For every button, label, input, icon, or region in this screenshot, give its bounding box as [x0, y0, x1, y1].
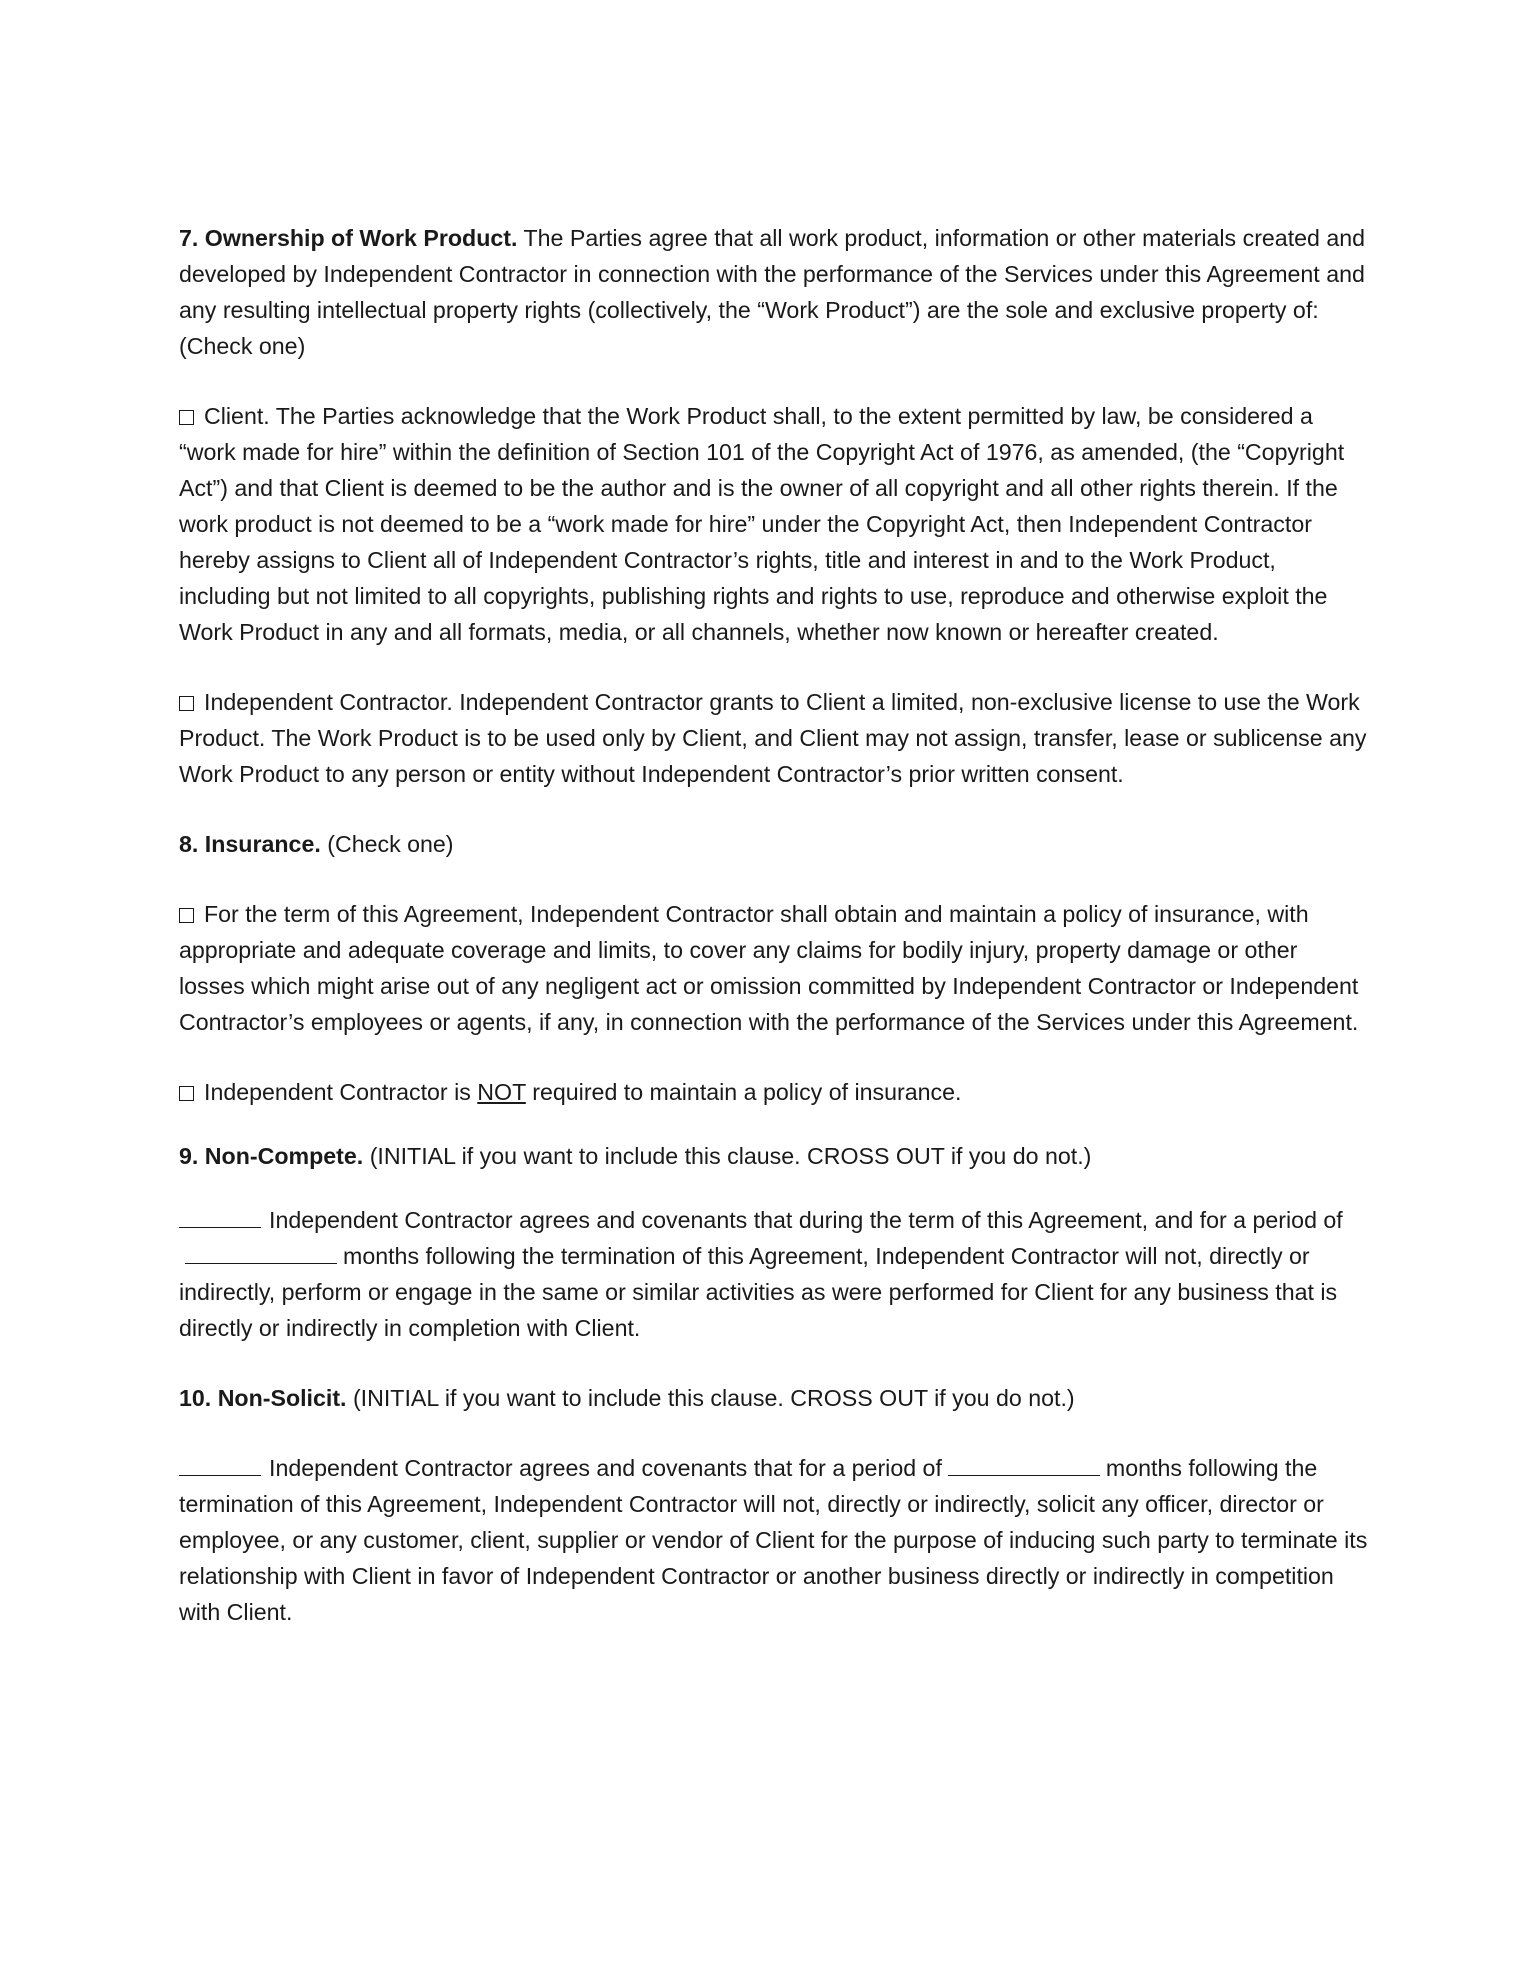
- section-10-clause-text-b: months following the termination of this Agreement, Independent Contractor will not, directly or indirectly, solicit any officer, director or employee, or any customer, client, supplier or vendor of Client for the purpose of inducing such party to terminate its relationship with Client in favor of Independent Contractor or another business directly or indirectly in competition with Client.: [179, 1455, 1368, 1625]
- document-page: [179, 220, 1369, 1664]
- section-7-option-contractor-text: Independent Contractor. Independent Contractor grants to Client a limited, non-exclusive license to use the Work Product. The Work Product is to be used only by Client, and Client may not assign, transfer, lease or sublicense any Work Product to any person or entity without Independent Contractor’s prior written consent.: [179, 689, 1367, 787]
- non-solicit-months-field[interactable]: [948, 1455, 1100, 1476]
- section-7-option-client: [179, 398, 1369, 650]
- section-8-option-maintain: [179, 896, 1369, 1040]
- section-7-title: Ownership of Work Product.: [204, 225, 518, 251]
- section-10-clause: [179, 1450, 1369, 1630]
- section-8-title: Insurance.: [204, 831, 321, 857]
- section-7-heading: [179, 225, 517, 251]
- section-9-number: 9.: [179, 1143, 199, 1169]
- section-10-intro-text: (INITIAL if you want to include this clause. CROSS OUT if you do not.): [352, 1385, 1075, 1411]
- section-7-option-contractor: [179, 684, 1369, 792]
- insurance-maintain-checkbox[interactable]: [179, 908, 194, 923]
- section-8-option-not-emphasis: NOT: [477, 1079, 526, 1105]
- section-8-option-not-required: [179, 1074, 1369, 1110]
- section-8-option-not-post: required to maintain a policy of insurance.: [532, 1079, 962, 1105]
- section-10-intro: [179, 1380, 1369, 1416]
- section-8-heading: [179, 831, 321, 857]
- non-solicit-initial-field[interactable]: [179, 1455, 261, 1476]
- non-compete-initial-field[interactable]: [179, 1207, 261, 1228]
- section-9-clause-text-a: Independent Contractor agrees and covenants that during the term of this Agreement, and for a period of: [269, 1207, 1343, 1233]
- section-8-intro: [179, 826, 1369, 862]
- section-9-heading: [179, 1143, 363, 1169]
- section-9-intro-text: (INITIAL if you want to include this clause. CROSS OUT if you do not.): [369, 1143, 1092, 1169]
- section-10-title: Non-Solicit.: [217, 1385, 347, 1411]
- section-7-intro: [179, 220, 1369, 364]
- section-7-intro-text: The Parties agree that all work product, information or other materials created and developed by Independent Contractor in connection with the performance of the Services under this Agreement and any resulting intellectual property rights (collectively, the “Work Product”) are the sole and exclusive property of: (Check one): [179, 225, 1366, 359]
- non-compete-months-field[interactable]: [185, 1243, 337, 1264]
- section-10-clause-text-a: Independent Contractor agrees and covenants that for a period of: [269, 1455, 942, 1481]
- section-8-option-not-pre: Independent Contractor is: [204, 1079, 471, 1105]
- section-8-intro-text: (Check one): [327, 831, 454, 857]
- section-9-title: Non-Compete.: [204, 1143, 364, 1169]
- section-8-number: 8.: [179, 831, 199, 857]
- client-ownership-checkbox[interactable]: [179, 410, 194, 425]
- section-9-clause: [179, 1202, 1369, 1346]
- section-10-number: 10.: [179, 1385, 212, 1411]
- section-10-heading: [179, 1385, 347, 1411]
- section-7-number: 7.: [179, 225, 199, 251]
- section-9-intro: [179, 1138, 1369, 1174]
- section-7-option-client-text: Client. The Parties acknowledge that the Work Product shall, to the extent permitted by law, be considered a “work made for hire” within the definition of Section 101 of the Copyright Act of 1976, as amended, (the “Copyright Act”) and that Client is deemed to be the author and is the owner of all copyright and all other rights therein. If the work product is not deemed to be a “work made for hire” under the Copyright Act, then Independent Contractor hereby assigns to Client all of Independent Contractor’s rights, title and interest in and to the Work Product, including but not limited to all copyrights, publishing rights and rights to use, reproduce and otherwise exploit the Work Product in any and all formats, media, or all channels, whether now known or hereafter created.: [179, 403, 1345, 645]
- contractor-ownership-checkbox[interactable]: [179, 696, 194, 711]
- insurance-not-required-checkbox[interactable]: [179, 1086, 194, 1101]
- section-8-option-maintain-text: For the term of this Agreement, Independent Contractor shall obtain and maintain a policy of insurance, with appropriate and adequate coverage and limits, to cover any claims for bodily injury, property damage or other losses which might arise out of any negligent act or omission committed by Independent Contractor or Independent Contractor’s employees or agents, if any, in connection with the performance of the Services under this Agreement.: [179, 901, 1359, 1035]
- section-9-clause-text-b: months following the termination of this Agreement, Independent Contractor will not, directly or indirectly, perform or engage in the same or similar activities as were performed for Client for any business that is directly or indirectly in completion with Client.: [179, 1243, 1338, 1341]
